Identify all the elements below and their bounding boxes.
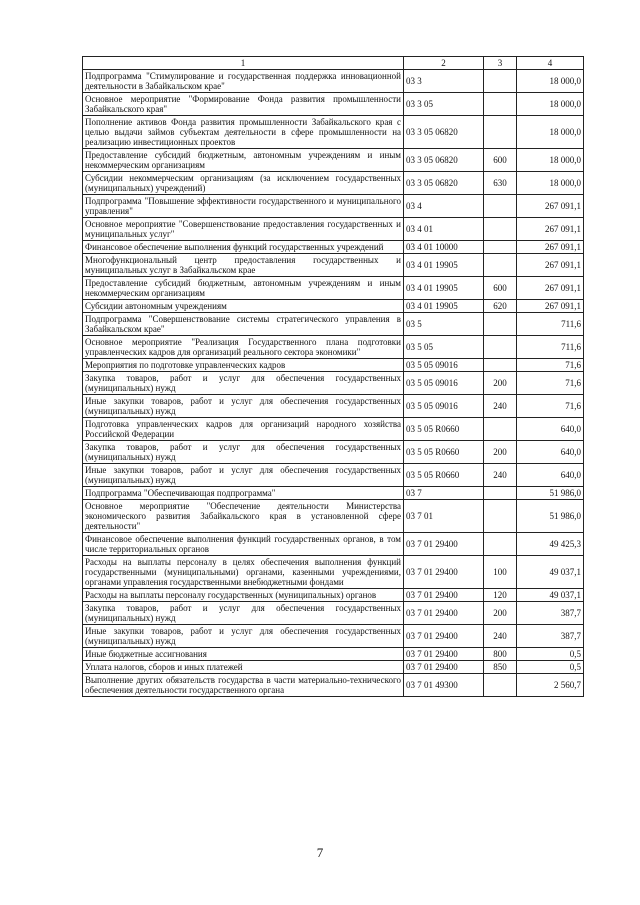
table-row xyxy=(83,300,584,313)
row-amount-cell: 49 425,3 xyxy=(517,533,584,556)
row-name-cell: Субсидии некоммерческим организациям (за исключением государственных (муниципальных) учреждений) xyxy=(83,172,404,195)
row-code-cell: 03 3 05 xyxy=(404,93,484,116)
row-name-cell: Выполнение других обязательств государства в части материально-технического обеспечения деятельности государственного органа xyxy=(83,674,404,697)
table-row xyxy=(83,395,584,418)
row-amount-cell: 640,0 xyxy=(517,441,584,464)
row-name-cell: Многофункциональный центр предоставления государственных и муниципальных услуг в Забайкальском крае xyxy=(83,254,404,277)
row-vr-cell: 100 xyxy=(484,556,517,589)
table-row xyxy=(83,625,584,648)
row-name-cell: Мероприятия по подготовке управленческих кадров xyxy=(83,359,404,372)
row-amount-cell: 18 000,0 xyxy=(517,70,584,93)
row-code-cell: 03 5 05 xyxy=(404,336,484,359)
row-code-cell: 03 7 01 29400 xyxy=(404,625,484,648)
table-row xyxy=(83,589,584,602)
row-amount-cell: 0,5 xyxy=(517,648,584,661)
row-code-cell: 03 4 01 19905 xyxy=(404,254,484,277)
column-header-code: 2 xyxy=(404,57,484,70)
row-amount-cell: 71,6 xyxy=(517,359,584,372)
row-amount-cell: 711,6 xyxy=(517,313,584,336)
row-vr-cell: 800 xyxy=(484,648,517,661)
row-code-cell: 03 7 01 29400 xyxy=(404,533,484,556)
row-name-cell: Иные закупки товаров, работ и услуг для обеспечения государственных (муниципальных) нужд xyxy=(83,464,404,487)
table-row xyxy=(83,556,584,589)
table-row xyxy=(83,464,584,487)
row-vr-cell xyxy=(484,241,517,254)
row-vr-cell: 630 xyxy=(484,172,517,195)
row-vr-cell: 240 xyxy=(484,395,517,418)
row-name-cell: Предоставление субсидий бюджетным, автономным учреждениям и иным некоммерческим организациям xyxy=(83,277,404,300)
row-name-cell: Закупка товаров, работ и услуг для обеспечения государственных (муниципальных) нужд xyxy=(83,602,404,625)
row-code-cell: 03 3 05 06820 xyxy=(404,172,484,195)
table-row xyxy=(83,418,584,441)
row-amount-cell: 18 000,0 xyxy=(517,93,584,116)
row-name-cell: Подпрограмма "Совершенствование системы стратегического управления в Забайкальском крае" xyxy=(83,313,404,336)
row-code-cell: 03 3 xyxy=(404,70,484,93)
row-code-cell: 03 7 01 29400 xyxy=(404,648,484,661)
row-code-cell: 03 3 05 06820 xyxy=(404,149,484,172)
table-header-row xyxy=(83,57,584,70)
table-row xyxy=(83,70,584,93)
table-row xyxy=(83,149,584,172)
row-vr-cell: 620 xyxy=(484,300,517,313)
row-amount-cell: 267 091,1 xyxy=(517,241,584,254)
row-amount-cell: 18 000,0 xyxy=(517,116,584,149)
row-vr-cell xyxy=(484,195,517,218)
table-row xyxy=(83,241,584,254)
row-name-cell: Финансовое обеспечение выполнения функций государственных учреждений xyxy=(83,241,404,254)
row-vr-cell xyxy=(484,116,517,149)
row-code-cell: 03 4 01 10000 xyxy=(404,241,484,254)
row-amount-cell: 640,0 xyxy=(517,418,584,441)
row-code-cell: 03 7 xyxy=(404,487,484,500)
row-code-cell: 03 7 01 xyxy=(404,500,484,533)
row-name-cell: Подпрограмма "Стимулирование и государственная поддержка инновационной деятельности в Забайкальском крае" xyxy=(83,70,404,93)
row-code-cell: 03 7 01 29400 xyxy=(404,602,484,625)
row-amount-cell: 18 000,0 xyxy=(517,172,584,195)
table-row xyxy=(83,372,584,395)
row-amount-cell: 49 037,1 xyxy=(517,589,584,602)
row-code-cell: 03 3 05 06820 xyxy=(404,116,484,149)
row-name-cell: Основное мероприятие "Совершенствование предоставления государственных и муниципальных услуг" xyxy=(83,218,404,241)
row-code-cell: 03 5 05 R0660 xyxy=(404,418,484,441)
row-name-cell: Иные закупки товаров, работ и услуг для обеспечения государственных (муниципальных) нужд xyxy=(83,395,404,418)
row-vr-cell: 240 xyxy=(484,464,517,487)
row-vr-cell: 850 xyxy=(484,661,517,674)
row-name-cell: Подпрограмма "Обеспечивающая подпрограмма" xyxy=(83,487,404,500)
row-vr-cell xyxy=(484,674,517,697)
row-code-cell: 03 7 01 49300 xyxy=(404,674,484,697)
table-row xyxy=(83,661,584,674)
row-name-cell: Закупка товаров, работ и услуг для обеспечения государственных (муниципальных) нужд xyxy=(83,372,404,395)
table-row xyxy=(83,277,584,300)
column-header-amount: 4 xyxy=(517,57,584,70)
row-name-cell: Пополнение активов Фонда развития промышленности Забайкальского края с целью выдачи займов субъектам деятельности в сфере промышленности на реализацию инвестиционных проектов xyxy=(83,116,404,149)
table-row xyxy=(83,254,584,277)
row-vr-cell xyxy=(484,418,517,441)
table-row xyxy=(83,172,584,195)
row-name-cell: Уплата налогов, сборов и иных платежей xyxy=(83,661,404,674)
row-vr-cell xyxy=(484,359,517,372)
row-name-cell: Иные закупки товаров, работ и услуг для обеспечения государственных (муниципальных) нужд xyxy=(83,625,404,648)
row-name-cell: Предоставление субсидий бюджетным, автономным учреждениям и иным некоммерческим организациям xyxy=(83,149,404,172)
row-amount-cell: 711,6 xyxy=(517,336,584,359)
row-vr-cell xyxy=(484,70,517,93)
table-row xyxy=(83,602,584,625)
row-vr-cell xyxy=(484,93,517,116)
table-row xyxy=(83,93,584,116)
row-name-cell: Подготовка управленческих кадров для организаций народного хозяйства Российской Федерации xyxy=(83,418,404,441)
row-amount-cell: 267 091,1 xyxy=(517,300,584,313)
column-header-name: 1 xyxy=(83,57,404,70)
row-vr-cell xyxy=(484,254,517,277)
row-code-cell: 03 5 xyxy=(404,313,484,336)
table-row xyxy=(83,533,584,556)
row-name-cell: Основное мероприятие "Обеспечение деятельности Министерства экономического развития Забайкальского края в установленной сфере деятельности" xyxy=(83,500,404,533)
table-row xyxy=(83,116,584,149)
page-number: 7 xyxy=(316,845,324,860)
row-amount-cell: 387,7 xyxy=(517,602,584,625)
row-vr-cell xyxy=(484,533,517,556)
row-code-cell: 03 4 01 19905 xyxy=(404,277,484,300)
row-name-cell: Расходы на выплаты персоналу в целях обеспечения выполнения функций государственными (муниципальными) органами, казенными учреждениями, органами управления государственными внебюджетными фондами xyxy=(83,556,404,589)
row-amount-cell: 51 986,0 xyxy=(517,487,584,500)
row-code-cell: 03 4 01 xyxy=(404,218,484,241)
row-amount-cell: 267 091,1 xyxy=(517,277,584,300)
row-vr-cell: 240 xyxy=(484,625,517,648)
row-vr-cell: 200 xyxy=(484,602,517,625)
row-name-cell: Основное мероприятие "Формирование Фонда развития промышленности Забайкальского края" xyxy=(83,93,404,116)
row-amount-cell: 0,5 xyxy=(517,661,584,674)
row-name-cell: Иные бюджетные ассигнования xyxy=(83,648,404,661)
row-name-cell: Подпрограмма "Повышение эффективности государственного и муниципального управления" xyxy=(83,195,404,218)
row-vr-cell: 200 xyxy=(484,372,517,395)
row-amount-cell: 71,6 xyxy=(517,395,584,418)
row-code-cell: 03 4 xyxy=(404,195,484,218)
row-code-cell: 03 5 05 09016 xyxy=(404,372,484,395)
row-vr-cell xyxy=(484,336,517,359)
row-vr-cell xyxy=(484,218,517,241)
row-amount-cell: 267 091,1 xyxy=(517,195,584,218)
row-name-cell: Финансовое обеспечение выполнения функций государственных органов, в том числе территориальных органов xyxy=(83,533,404,556)
row-code-cell: 03 4 01 19905 xyxy=(404,300,484,313)
row-amount-cell: 71,6 xyxy=(517,372,584,395)
row-amount-cell: 267 091,1 xyxy=(517,218,584,241)
row-code-cell: 03 5 05 09016 xyxy=(404,395,484,418)
row-name-cell: Субсидии автономным учреждениям xyxy=(83,300,404,313)
row-code-cell: 03 7 01 29400 xyxy=(404,556,484,589)
row-name-cell: Закупка товаров, работ и услуг для обеспечения государственных (муниципальных) нужд xyxy=(83,441,404,464)
table-row xyxy=(83,313,584,336)
row-vr-cell xyxy=(484,487,517,500)
row-name-cell: Расходы на выплаты персоналу государственных (муниципальных) органов xyxy=(83,589,404,602)
row-amount-cell: 387,7 xyxy=(517,625,584,648)
row-amount-cell: 640,0 xyxy=(517,464,584,487)
row-vr-cell: 600 xyxy=(484,277,517,300)
row-vr-cell xyxy=(484,500,517,533)
row-name-cell: Основное мероприятие "Реализация Государственного плана подготовки управленческих кадров для организаций реального сектора экономики" xyxy=(83,336,404,359)
row-vr-cell: 200 xyxy=(484,441,517,464)
table-row xyxy=(83,359,584,372)
row-amount-cell: 267 091,1 xyxy=(517,254,584,277)
row-vr-cell: 600 xyxy=(484,149,517,172)
row-amount-cell: 49 037,1 xyxy=(517,556,584,589)
table-row xyxy=(83,218,584,241)
row-vr-cell xyxy=(484,313,517,336)
column-header-vr: 3 xyxy=(484,57,517,70)
table-row xyxy=(83,674,584,697)
table-row xyxy=(83,195,584,218)
row-code-cell: 03 7 01 29400 xyxy=(404,661,484,674)
row-code-cell: 03 5 05 R0660 xyxy=(404,441,484,464)
table-row xyxy=(83,487,584,500)
row-code-cell: 03 5 05 R0660 xyxy=(404,464,484,487)
row-amount-cell: 18 000,0 xyxy=(517,149,584,172)
row-code-cell: 03 5 05 09016 xyxy=(404,359,484,372)
table-row xyxy=(83,500,584,533)
row-amount-cell: 2 560,7 xyxy=(517,674,584,697)
table-row xyxy=(83,336,584,359)
table-row xyxy=(83,648,584,661)
table-row xyxy=(83,441,584,464)
row-code-cell: 03 7 01 29400 xyxy=(404,589,484,602)
budget-table xyxy=(82,56,584,697)
row-vr-cell: 120 xyxy=(484,589,517,602)
row-amount-cell: 51 986,0 xyxy=(517,500,584,533)
